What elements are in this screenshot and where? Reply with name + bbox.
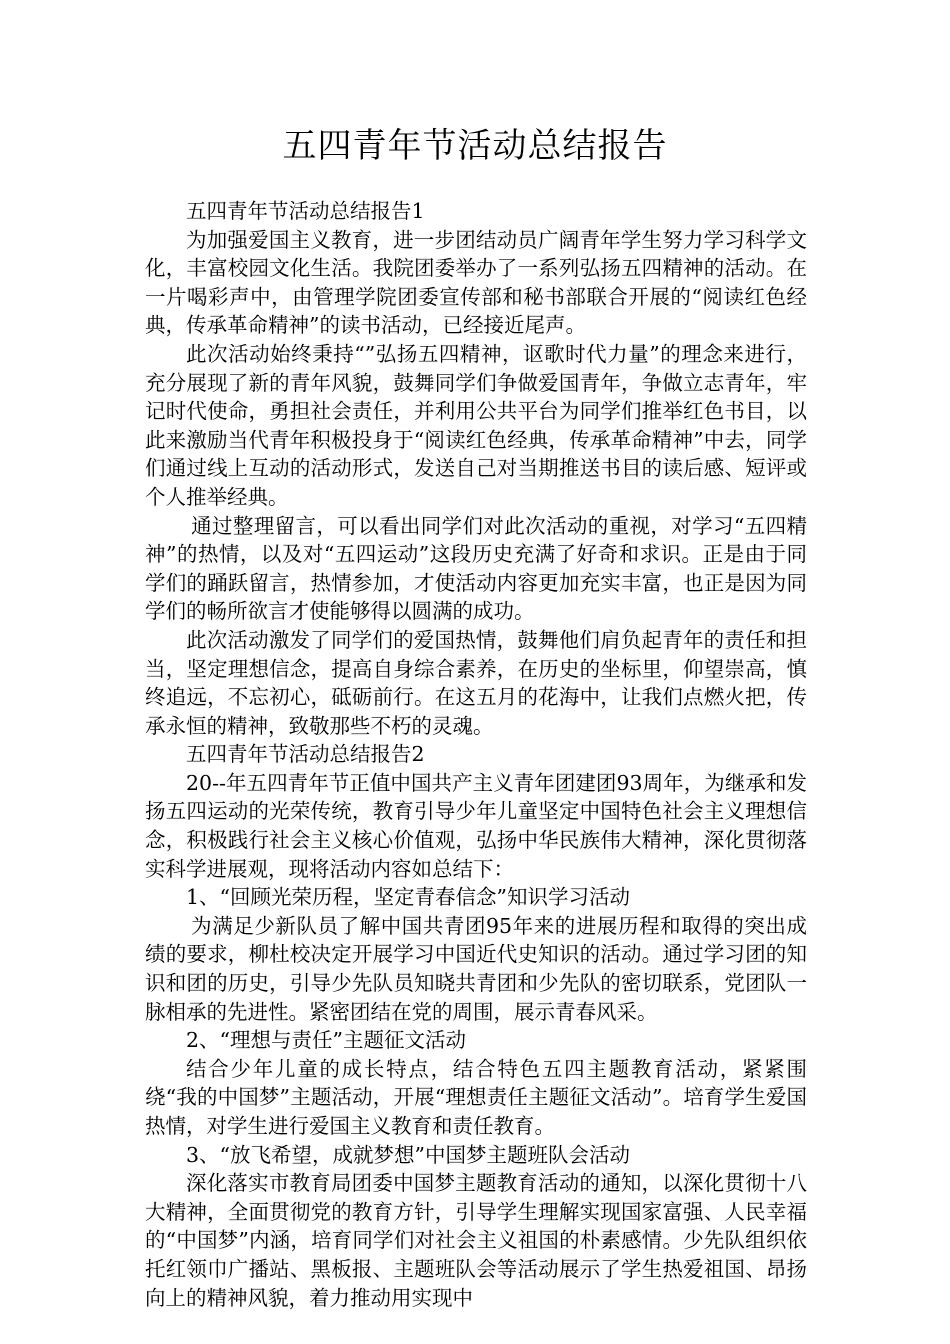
item-heading-1: 1、“回顾光荣历程，坚定青春信念”知识学习活动 (186, 885, 631, 910)
item-heading-2: 2、“理想与责任”主题征文活动 (186, 1028, 467, 1053)
document-body (145, 197, 807, 1312)
section-1-paragraph-1: 为加强爱国主义教育，进一步团结动员广阔青年学生努力学习科学文化，丰富校园文化生活。我院团委举办了一系列弘扬五四精神的活动。在一片喝彩声中，由管理学院团委宣传部和秘书部联合开展的“阅读红色经典，传承革命精神”的读书活动，已经接近尾声。 (145, 227, 807, 338)
item-text-3: 深化落实市教育局团委中国梦主题教育活动的通知，以深化贯彻十八大精神，全面贯彻党的教育方针，引导学生理解实现国家富强、人民幸福的“中国梦”内涵，培育同学们对社会主义祖国的朴素感情。少先队组织依托红领巾广播站、黑板报、主题班队会等活动展示了学生热爱祖国、昂扬向上的精神风貌，着力推动用实现中 (145, 1171, 807, 1310)
section-heading-2: 五四青年节活动总结报告2 (186, 742, 425, 767)
section-1-paragraph-2: 此次活动始终秉持“”弘扬五四精神，讴歌时代力量”的理念来进行，充分展现了新的青年风貌，鼓舞同学们争做爱国青年，争做立志青年，牢记时代使命，勇担社会责任，并利用公共平台为同学们推举红色书目，以此来激励当代青年积极投身于“阅读红色经典，传承革命精神”中去，同学们通过线上互动的活动形式，发送自己对当期推送书目的读后感、短评或个人推举经典。 (145, 341, 807, 509)
section-2-intro: 20--年五四青年节正值中国共产主义青年团建团93周年，为继承和发扬五四运动的光荣传统，教育引导少年儿童坚定中国特色社会主义理想信念，积极践行社会主义核心价值观，弘扬中华民族伟大精神，深化贯彻落实科学进展观，现将活动内容如总结下： (145, 770, 807, 881)
item-text-2: 结合少年儿童的成长特点，结合特色五四主题教育活动，紧紧围绕“我的中国梦”主题活动，开展“理想责任主题征文活动”。培育学生爱国热情，对学生进行爱国主义教育和责任教育。 (145, 1056, 807, 1138)
item-text-1: 为满足少新队员了解中国共青团95年来的进展历程和取得的突出成绩的要求，柳杜校决定开展学习中国近代史知识的活动。通过学习团的知识和团的历史，引导少先队员知晓共青团和少先队的密切联系，党团队一脉相承的先进性。紧密团结在党的周围，展示青春风采。 (145, 913, 807, 1024)
document-title: 五四青年节活动总结报告 (282, 126, 668, 166)
section-1-paragraph-4: 此次活动激发了同学们的爱国热情，鼓舞他们肩负起青年的责任和担当，坚定理想信念，提高自身综合素养，在历史的坐标里，仰望崇高，慎终追远，不忘初心，砥砺前行。在这五月的花海中，让我们点燃火把，传承永恒的精神，致敬那些不朽的灵魂。 (145, 627, 807, 738)
item-heading-3: 3、“放飞希望，成就梦想”中国梦主题班队会活动 (186, 1142, 631, 1167)
section-1-paragraph-3: 通过整理留言，可以看出同学们对此次活动的重视，对学习“五四精神”的热情，以及对“五四运动”这段历史充满了好奇和求识。正是由于同学们的踊跃留言，热情参加，才使活动内容更加充实丰富，也正是因为同学们的畅所欲言才使能够得以圆满的成功。 (145, 513, 807, 624)
section-heading-1: 五四青年节活动总结报告1 (186, 199, 425, 223)
